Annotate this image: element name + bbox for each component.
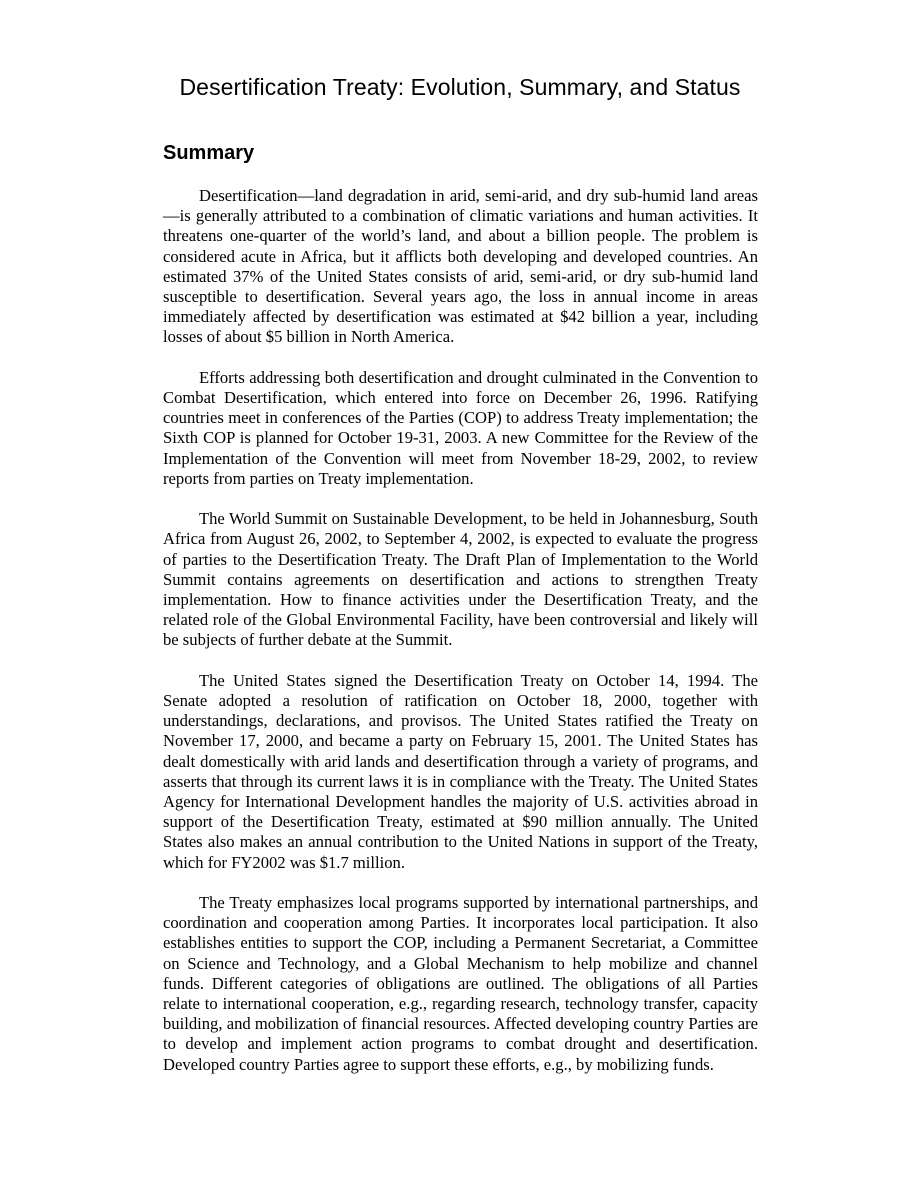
paragraph-united-states: The United States signed the Desertification Treaty on October 14, 1994. The Senate adopted a resolution of ratification on October 18, 2000, together with understandings, declarations, and provisos. The United States ratified the Treaty on November 17, 2000, and became a party on February 15, 2001. The United States has dealt domestically with arid lands and desertification through a variety of programs, and asserts that through its current laws it is in compliance with the Treaty. The United States Agency for International Development handles the majority of U.S. activities abroad in support of the Desertification Treaty, estimated at $90 million annually. The United States also makes an annual contribution to the United Nations in support of the Treaty, which for FY2002 was $1.7 million. [163,670,758,872]
paragraph-world-summit: The World Summit on Sustainable Development, to be held in Johannesburg, South Africa from August 26, 2002, to September 4, 2002, is expected to evaluate the progress of parties to the Desertification Treaty. The Draft Plan of Implementation to the World Summit contains agreements on desertification and actions to strengthen Treaty implementation. How to finance activities under the Desertification Treaty, and the related role of the Global Environmental Facility, have been controversial and likely will be subjects of further debate at the Summit. [163,509,758,650]
paragraph-convention: Efforts addressing both desertification and drought culminated in the Convention to Combat Desertification, which entered into force on December 26, 1996. Ratifying countries meet in conferences of the Parties (COP) to address Treaty implementation; the Sixth COP is planned for October 19-31, 2003. A new Committee for the Review of the Implementation of the Convention will meet from November 18-29, 2002, to review reports from parties on Treaty implementation. [163,367,758,488]
paragraph-desertification-definition: Desertification—land degradation in arid, semi-arid, and dry sub-humid land areas—is generally attributed to a combination of climatic variations and human activities. It threatens one-quarter of the world’s land, and about a billion people. The problem is considered acute in Africa, but it afflicts both developing and developed countries. An estimated 37% of the United States consists of arid, semi-arid, or dry sub-humid land susceptible to desertification. Several years ago, the loss in annual income in areas immediately affected by desertification was estimated at $42 billion a year, including losses of about $5 billion in North America. [163,186,758,347]
section-heading-summary: Summary [163,142,255,164]
summary-body [163,186,758,1095]
document-title: Desertification Treaty: Evolution, Summary, and Status [179,74,741,100]
paragraph-treaty-emphasis: The Treaty emphasizes local programs supported by international partnerships, and coordination and cooperation among Parties. It incorporates local participation. It also establishes entities to support the COP, including a Permanent Secretariat, a Committee on Science and Technology, and a Global Mechanism to help mobilize and channel funds. Different categories of obligations are outlined. The obligations of all Parties relate to international cooperation, e.g., regarding research, technology transfer, capacity building, and mobilization of financial resources. Affected developing country Parties are to develop and implement action programs to combat drought and desertification. Developed country Parties agree to support these efforts, e.g., by mobilizing funds. [163,893,758,1074]
